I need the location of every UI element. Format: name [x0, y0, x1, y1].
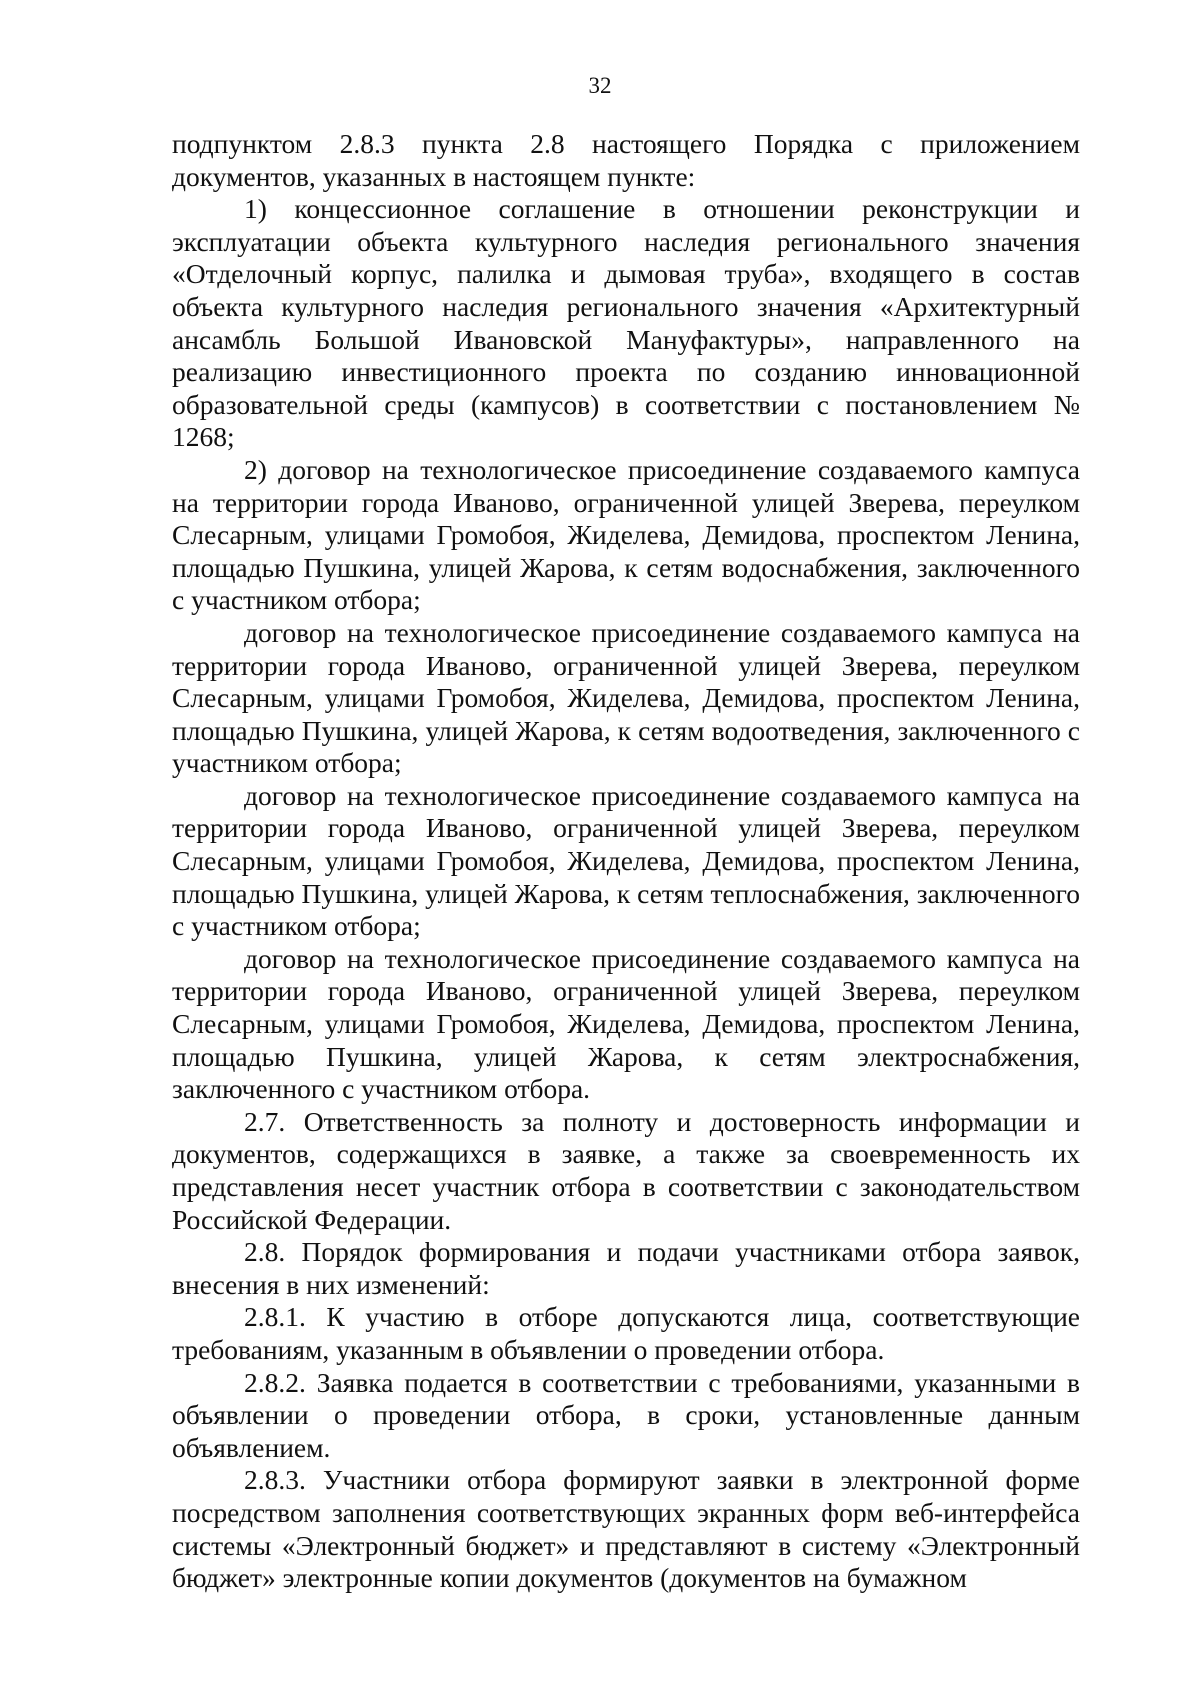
paragraph-item-1-concession: 1) концессионное соглашение в отношении реконструкции и эксплуатации объекта культурного наследия регионального значения «Отделочный корпус, палилка и дымовая труба», входящего в состав объекта культурного наследия регионального значения «Архитектурный ансамбль Большой Ивановской Мануфактуры», направленного на реализацию инвестиционного проекта по созданию инновационной образовательной среды (кампусов) в соответствии с постановлением № 1268;: [172, 193, 1080, 453]
page-number: 32: [588, 73, 612, 98]
paragraph-2-8-procedure: 2.8. Порядок формирования и подачи участниками отбора заявок, внесения в них изменений:: [172, 1236, 1080, 1300]
paragraph-2-8-2-submission: 2.8.2. Заявка подается в соответствии с требованиями, указанными в объявлении о проведении отбора, в сроки, установленные данным объявлением.: [172, 1366, 1080, 1463]
paragraph-2-8-3-electronic-form: 2.8.3. Участники отбора формируют заявки в электронной форме посредством заполнения соответствующих экранных форм веб-интерфейса системы «Электронный бюджет» и представляют в систему «Электронный бюджет» электронные копии документов (документов на бумажном: [172, 1464, 1080, 1594]
paragraph-2-7-responsibility: 2.7. Ответственность за полноту и достоверность информации и документов, содержащихся в заявке, а также за своевременность их представления несет участник отбора в соответствии с законодательством Российской Федерации.: [172, 1105, 1080, 1235]
document-body: [172, 128, 1080, 1595]
paragraph-power-supply: договор на технологическое присоединение создаваемого кампуса на территории города Иваново, ограниченной улицей Зверева, переулком Слесарным, улицами Громобоя, Жиделева, Демидова, проспектом Ленина, площадью Пушкина, улицей Жарова, к сетям электроснабжения, заключенного с участником отбора.: [172, 942, 1080, 1105]
paragraph-2-8-1-admission: 2.8.1. К участию в отборе допускаются лица, соответствующие требованиям, указанным в объявлении о проведении отбора.: [172, 1301, 1080, 1365]
paragraph-continuation: подпунктом 2.8.3 пункта 2.8 настоящего Порядка с приложением документов, указанных в настоящем пункте:: [172, 128, 1080, 192]
paragraph-heat-supply: договор на технологическое присоединение создаваемого кампуса на территории города Иваново, ограниченной улицей Зверева, переулком Слесарным, улицами Громобоя, Жиделева, Демидова, проспектом Ленина, площадью Пушкина, улицей Жарова, к сетям теплоснабжения, заключенного с участником отбора;: [172, 779, 1080, 942]
paragraph-item-2-water-supply: 2) договор на технологическое присоединение создаваемого кампуса на территории города Иваново, ограниченной улицей Зверева, переулком Слесарным, улицами Громобоя, Жиделева, Демидова, проспектом Ленина, площадью Пушкина, улицей Жарова, к сетям водоснабжения, заключенного с участником отбора;: [172, 453, 1080, 616]
paragraph-water-disposal: договор на технологическое присоединение создаваемого кампуса на территории города Иваново, ограниченной улицей Зверева, переулком Слесарным, улицами Громобоя, Жиделева, Демидова, проспектом Ленина, площадью Пушкина, улицей Жарова, к сетям водоотведения, заключенного с участником отбора;: [172, 616, 1080, 779]
